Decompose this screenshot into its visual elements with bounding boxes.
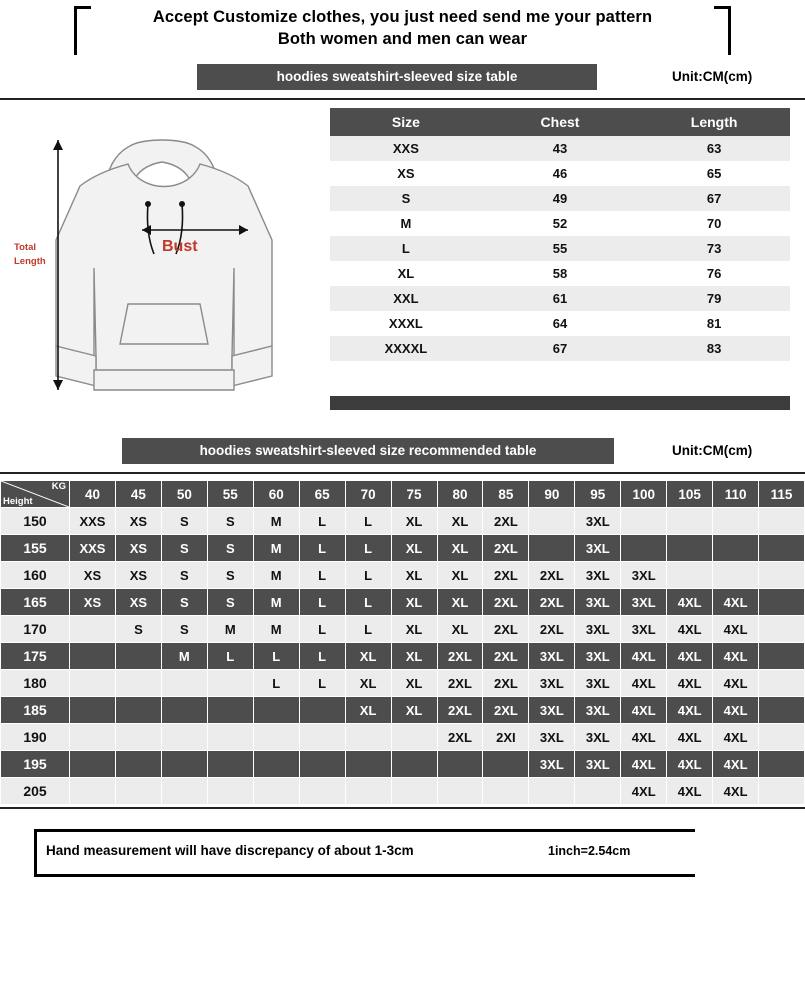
recommended-size-cell: XS (115, 535, 161, 562)
size-table-cell: 49 (482, 186, 638, 211)
size-table-cell: 67 (638, 186, 790, 211)
recommended-size-cell: 4XL (713, 778, 759, 805)
recommended-size-cell: S (207, 562, 253, 589)
recommended-table-title: hoodies sweatshirt-sleeved size recommended table (122, 438, 614, 464)
recommended-size-cell: XL (437, 562, 483, 589)
recommended-size-cell: S (161, 589, 207, 616)
bust-label: Bust (162, 238, 198, 255)
recommended-size-cell: L (345, 589, 391, 616)
recommended-size-cell: M (207, 616, 253, 643)
recommended-size-cell (70, 670, 116, 697)
size-table-cell: 76 (638, 261, 790, 286)
size-table-cell: 73 (638, 236, 790, 261)
hoodie-diagram (10, 108, 320, 408)
recommended-corner-cell (1, 481, 70, 508)
table-row (330, 311, 790, 336)
recommended-size-cell (299, 751, 345, 778)
recommended-size-cell: 2XL (529, 562, 575, 589)
recommended-size-cell: 4XL (713, 724, 759, 751)
recommended-size-cell: L (299, 508, 345, 535)
table-row (1, 751, 805, 778)
recommended-size-cell (713, 535, 759, 562)
recommended-size-cell: M (161, 643, 207, 670)
recommended-size-cell: 3XL (621, 616, 667, 643)
recommended-size-cell: 2XL (437, 670, 483, 697)
table-row (330, 211, 790, 236)
recommended-size-cell: L (345, 508, 391, 535)
weight-header-cell: 60 (253, 481, 299, 508)
recommended-size-cell (759, 778, 805, 805)
recommended-size-cell (207, 778, 253, 805)
recommended-size-cell: L (345, 535, 391, 562)
recommended-size-cell (529, 535, 575, 562)
recommended-size-cell (759, 643, 805, 670)
recommended-size-cell: 3XL (529, 697, 575, 724)
recommended-size-cell: 3XL (575, 751, 621, 778)
recommended-size-cell: XS (115, 562, 161, 589)
size-table-cell: 81 (638, 311, 790, 336)
recommended-size-cell: M (253, 589, 299, 616)
recommended-size-cell (621, 535, 667, 562)
weight-header-cell: 45 (115, 481, 161, 508)
recommended-size-cell: XS (70, 589, 116, 616)
recommended-size-cell: M (253, 562, 299, 589)
table-row (1, 697, 805, 724)
table-row (1, 616, 805, 643)
size-table-cell: 64 (482, 311, 638, 336)
table-row (330, 336, 790, 361)
size-table-cell: 63 (638, 136, 790, 161)
size-table-title: hoodies sweatshirt-sleeved size table (197, 64, 597, 90)
recommended-size-cell: 2XL (483, 508, 529, 535)
recommended-size-cell: S (161, 508, 207, 535)
recommended-size-cell (529, 778, 575, 805)
size-table-cell: 58 (482, 261, 638, 286)
recommended-size-cell (207, 670, 253, 697)
weight-header-cell: 90 (529, 481, 575, 508)
size-table-bottom-strip (330, 396, 790, 410)
weight-header-cell: 70 (345, 481, 391, 508)
recommended-size-cell (759, 697, 805, 724)
size-table-cell: 43 (482, 136, 638, 161)
recommended-size-cell: XL (391, 616, 437, 643)
recommended-size-cell (299, 778, 345, 805)
recommended-size-cell: 3XL (575, 643, 621, 670)
table-row (330, 161, 790, 186)
recommended-size-cell: 3XL (575, 697, 621, 724)
recommended-size-cell: 2XL (437, 643, 483, 670)
recommended-size-cell: 4XL (667, 751, 713, 778)
recommended-size-cell: L (299, 535, 345, 562)
recommended-size-cell: XL (437, 616, 483, 643)
recommended-size-cell (115, 643, 161, 670)
weight-header-cell: 40 (70, 481, 116, 508)
table-row (330, 236, 790, 261)
recommended-size-cell (529, 508, 575, 535)
recommended-size-cell: 3XL (575, 670, 621, 697)
size-table-cell: XL (330, 261, 482, 286)
recommended-size-cell: L (299, 643, 345, 670)
recommended-size-cell: 3XL (575, 508, 621, 535)
recommended-size-cell (115, 751, 161, 778)
recommended-size-cell (345, 724, 391, 751)
size-table-cell: 61 (482, 286, 638, 311)
recommended-size-cell (161, 724, 207, 751)
recommended-size-cell (299, 697, 345, 724)
recommended-size-cell (161, 778, 207, 805)
recommended-size-cell (391, 724, 437, 751)
recommended-size-cell: 2XL (483, 643, 529, 670)
recommended-size-cell: XS (115, 589, 161, 616)
height-cell: 150 (1, 508, 70, 535)
recommended-size-cell (667, 508, 713, 535)
weight-header-cell: 65 (299, 481, 345, 508)
recommended-size-cell (115, 778, 161, 805)
recommended-size-cell: S (207, 589, 253, 616)
recommended-size-cell: L (299, 562, 345, 589)
recommended-size-cell: 4XL (667, 616, 713, 643)
recommended-size-cell: 2XL (483, 616, 529, 643)
height-cell: 190 (1, 724, 70, 751)
recommended-size-cell: L (253, 670, 299, 697)
size-table-title-row (0, 64, 805, 94)
weight-header-cell: 85 (483, 481, 529, 508)
size-table-header-length: Length (638, 108, 790, 136)
recommended-size-cell: 4XL (621, 751, 667, 778)
weight-header-cell: 75 (391, 481, 437, 508)
recommended-size-cell: 3XL (529, 751, 575, 778)
recommended-size-cell (759, 562, 805, 589)
recommended-size-cell (70, 751, 116, 778)
recommended-size-cell (115, 697, 161, 724)
recommended-size-cell: XL (437, 589, 483, 616)
footer-conversion: 1inch=2.54cm (548, 844, 631, 858)
recommended-size-cell: 4XL (621, 670, 667, 697)
recommended-size-cell: S (161, 562, 207, 589)
recommended-size-cell: XL (391, 508, 437, 535)
size-table-cell: 70 (638, 211, 790, 236)
divider-middle (0, 472, 805, 474)
recommended-size-cell: 4XL (667, 589, 713, 616)
recommended-size-cell: 2XL (483, 670, 529, 697)
recommended-table-body (1, 508, 805, 805)
recommended-size-cell: 2XL (529, 589, 575, 616)
size-table-cell: XXXXL (330, 336, 482, 361)
recommended-size-cell: XL (391, 643, 437, 670)
recommended-size-cell: 2XL (483, 697, 529, 724)
recommended-size-cell: 3XL (575, 535, 621, 562)
size-table-cell: L (330, 236, 482, 261)
size-table-cell: 79 (638, 286, 790, 311)
recommended-size-cell (253, 697, 299, 724)
size-table-cell: 55 (482, 236, 638, 261)
recommended-size-cell: 4XL (713, 697, 759, 724)
recommended-size-cell: S (207, 535, 253, 562)
table-row (1, 724, 805, 751)
recommended-size-cell: XL (345, 670, 391, 697)
recommended-size-cell (391, 778, 437, 805)
size-table-cell: 65 (638, 161, 790, 186)
recommended-size-cell: 2XL (483, 562, 529, 589)
recommended-size-cell (667, 535, 713, 562)
recommended-size-cell (345, 751, 391, 778)
hoodie-illustration (10, 108, 320, 408)
weight-header-cell: 95 (575, 481, 621, 508)
size-section (0, 100, 805, 420)
size-table-header-size: Size (330, 108, 482, 136)
weight-header-cell: 110 (713, 481, 759, 508)
recommended-size-cell: XL (437, 508, 483, 535)
recommended-size-cell (759, 724, 805, 751)
divider-bottom (0, 807, 805, 809)
recommended-size-cell: L (299, 589, 345, 616)
recommended-size-cell: XL (391, 670, 437, 697)
recommended-size-cell (115, 670, 161, 697)
corner-kg-label: KG (51, 481, 66, 492)
recommended-header-row (1, 481, 805, 508)
recommended-size-cell: 2XL (437, 697, 483, 724)
header-title (0, 6, 805, 50)
recommended-size-cell (207, 697, 253, 724)
total-length-label-line1: Total (14, 242, 36, 253)
height-cell: 175 (1, 643, 70, 670)
recommended-size-cell: 4XL (621, 697, 667, 724)
recommended-size-cell (437, 751, 483, 778)
recommended-size-cell (575, 778, 621, 805)
header-line-2: Both women and men can wear (277, 30, 528, 48)
table-row (330, 186, 790, 211)
recommended-size-cell (70, 697, 116, 724)
header-bracket-left (74, 6, 91, 55)
recommended-size-cell (253, 751, 299, 778)
table-row (1, 589, 805, 616)
header-bracket-right (714, 6, 731, 55)
recommended-size-cell (207, 724, 253, 751)
recommended-size-cell: 3XL (529, 643, 575, 670)
weight-header-cell: 115 (759, 481, 805, 508)
recommended-size-cell: XXS (70, 535, 116, 562)
recommended-size-cell (161, 751, 207, 778)
recommended-size-cell (713, 508, 759, 535)
recommended-size-cell: 2XL (529, 616, 575, 643)
height-cell: 205 (1, 778, 70, 805)
weight-header-cell: 55 (207, 481, 253, 508)
size-table-header-row (330, 108, 790, 136)
table-row (330, 286, 790, 311)
height-cell: 155 (1, 535, 70, 562)
recommended-size-cell: 3XL (575, 562, 621, 589)
recommended-size-cell: 4XL (621, 724, 667, 751)
recommended-size-cell: M (253, 616, 299, 643)
header (0, 0, 805, 54)
table-row (1, 778, 805, 805)
recommended-size-cell (483, 751, 529, 778)
recommended-size-cell: M (253, 508, 299, 535)
recommended-size-cell: 4XL (713, 643, 759, 670)
recommended-size-cell (70, 724, 116, 751)
total-length-label-line2: Length (14, 256, 46, 267)
size-table-cell: 52 (482, 211, 638, 236)
corner-height-label: Height (3, 496, 33, 507)
recommended-size-cell: 3XL (529, 724, 575, 751)
recommended-size-cell: XS (70, 562, 116, 589)
recommended-size-cell: 2XI (483, 724, 529, 751)
recommended-size-cell: XL (345, 643, 391, 670)
recommended-size-cell: 2XL (483, 589, 529, 616)
recommended-size-cell: 3XL (575, 589, 621, 616)
recommended-size-cell: 3XL (575, 724, 621, 751)
table-row (1, 562, 805, 589)
recommended-size-cell: S (161, 616, 207, 643)
recommended-size-cell: L (299, 670, 345, 697)
recommended-size-cell (759, 508, 805, 535)
size-table-cell: M (330, 211, 482, 236)
size-table-cell: XXXL (330, 311, 482, 336)
recommended-size-cell: 4XL (713, 589, 759, 616)
size-table-header-chest: Chest (482, 108, 638, 136)
recommended-size-cell (483, 778, 529, 805)
recommended-size-cell: 3XL (621, 562, 667, 589)
recommended-size-cell: 4XL (713, 670, 759, 697)
size-table-cell: XXS (330, 136, 482, 161)
recommended-size-cell (759, 535, 805, 562)
recommended-size-cell (437, 778, 483, 805)
recommended-size-cell: 2XL (483, 535, 529, 562)
recommended-size-cell: XL (391, 589, 437, 616)
recommended-size-cell: 4XL (621, 778, 667, 805)
recommended-size-cell: 4XL (667, 643, 713, 670)
recommended-size-cell: XL (391, 562, 437, 589)
recommended-size-cell: XXS (70, 508, 116, 535)
recommended-title-row (0, 438, 805, 468)
recommended-section (0, 480, 805, 805)
footer (0, 823, 805, 879)
recommended-size-cell (70, 616, 116, 643)
recommended-size-cell: 4XL (667, 724, 713, 751)
weight-header-cell: 100 (621, 481, 667, 508)
size-table-cell: 83 (638, 336, 790, 361)
recommended-size-cell: 4XL (713, 616, 759, 643)
recommended-size-cell (713, 562, 759, 589)
recommended-size-cell: S (207, 508, 253, 535)
recommended-size-cell: 4XL (667, 697, 713, 724)
recommended-size-cell (115, 724, 161, 751)
size-table (330, 108, 790, 361)
recommended-size-cell: XL (437, 535, 483, 562)
recommended-size-cell: L (345, 562, 391, 589)
recommended-size-cell: 4XL (667, 778, 713, 805)
recommended-size-cell: L (253, 643, 299, 670)
table-row (330, 261, 790, 286)
size-table-cell: XXL (330, 286, 482, 311)
recommended-table (0, 480, 805, 805)
recommended-size-cell: L (299, 616, 345, 643)
recommended-size-cell (253, 778, 299, 805)
size-table-unit: Unit:CM(cm) (672, 69, 753, 84)
recommended-size-cell (391, 751, 437, 778)
recommended-size-cell: 4XL (621, 643, 667, 670)
recommended-size-cell (299, 724, 345, 751)
height-cell: 160 (1, 562, 70, 589)
recommended-size-cell (70, 778, 116, 805)
recommended-size-cell (70, 643, 116, 670)
recommended-size-cell: 2XL (437, 724, 483, 751)
recommended-size-cell: XL (391, 697, 437, 724)
recommended-size-cell: S (115, 616, 161, 643)
weight-header-cell: 105 (667, 481, 713, 508)
height-cell: 165 (1, 589, 70, 616)
recommended-size-cell: L (345, 616, 391, 643)
table-row (1, 670, 805, 697)
recommended-size-cell (161, 670, 207, 697)
recommended-size-cell: 4XL (667, 670, 713, 697)
size-table-cell: S (330, 186, 482, 211)
recommended-size-cell: XS (115, 508, 161, 535)
recommended-size-cell (759, 589, 805, 616)
height-cell: 170 (1, 616, 70, 643)
size-table-cell: XS (330, 161, 482, 186)
recommended-size-cell: M (253, 535, 299, 562)
table-row (330, 136, 790, 161)
recommended-size-cell (667, 562, 713, 589)
recommended-size-cell (345, 778, 391, 805)
header-line-1: Accept Customize clothes, you just need send me your pattern (152, 8, 653, 26)
weight-header-cell: 80 (437, 481, 483, 508)
footer-note: Hand measurement will have discrepancy of about 1-3cm (46, 843, 414, 858)
recommended-size-cell: 3XL (575, 616, 621, 643)
recommended-size-cell: 3XL (529, 670, 575, 697)
recommended-size-cell (207, 751, 253, 778)
recommended-size-cell: S (161, 535, 207, 562)
weight-header-cell: 50 (161, 481, 207, 508)
recommended-size-cell (759, 751, 805, 778)
recommended-size-cell (253, 724, 299, 751)
recommended-size-cell: 3XL (621, 589, 667, 616)
size-table-cell: 46 (482, 161, 638, 186)
height-cell: 180 (1, 670, 70, 697)
recommended-size-cell: XL (345, 697, 391, 724)
recommended-size-cell: L (207, 643, 253, 670)
size-table-cell: 67 (482, 336, 638, 361)
recommended-size-cell (759, 670, 805, 697)
recommended-size-cell (621, 508, 667, 535)
size-table-body (330, 136, 790, 361)
table-row (1, 508, 805, 535)
recommended-size-cell: XL (391, 535, 437, 562)
table-row (1, 643, 805, 670)
height-cell: 195 (1, 751, 70, 778)
recommended-size-cell (759, 616, 805, 643)
recommended-size-cell: 4XL (713, 751, 759, 778)
height-cell: 185 (1, 697, 70, 724)
recommended-table-unit: Unit:CM(cm) (672, 443, 753, 458)
recommended-size-cell (161, 697, 207, 724)
table-row (1, 535, 805, 562)
